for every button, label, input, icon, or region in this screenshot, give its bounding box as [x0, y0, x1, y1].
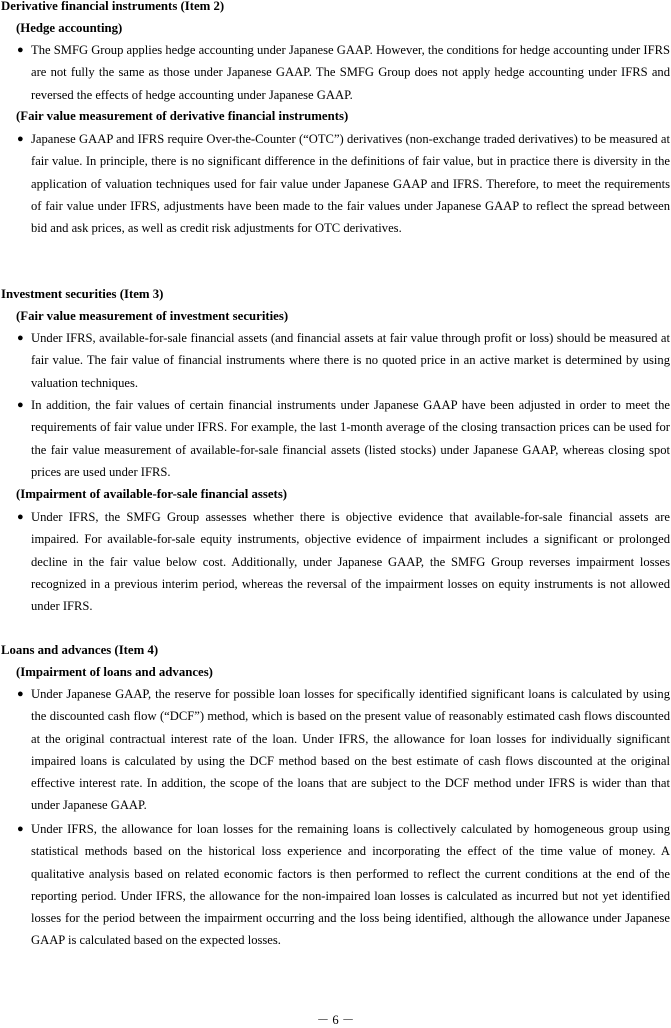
bullet-icon: ● — [17, 399, 24, 411]
paragraph: Under IFRS, available-for-sale financial assets (and financial assets at fair value through profit or loss) should be measured at fair value. The fair value of financial instruments where there is no quoted price in an active market is determined by using valuation techniques. — [31, 331, 670, 390]
bullet-icon: ● — [17, 44, 24, 56]
bullet-icon: ● — [17, 332, 24, 344]
paragraph: Under IFRS, the SMFG Group assesses whether there is objective evidence that available-for-sale financial assets are impaired. For available-for-sale equity instruments, objective evidence of impairment includes a significant or prolonged decline in the fair value below cost. Additionally, under Japanese GAAP, the SMFG Group reverses impairment losses recognized in a previous interim period, whereas the reversal of the impairment losses on equity instruments is not allowed under IFRS. — [31, 510, 670, 614]
bullet-icon: ● — [17, 688, 24, 700]
paragraph: Under IFRS, the allowance for loan losses for the remaining loans is collectively calculated by homogeneous group using statistical methods based on the historical loss experience and incorporating the effect of the time value of money. A qualitative analysis based on related economic factors is then performed to reflect the current conditions at the end of the reporting period. Under IFRS, the allowance for the non-impaired loan losses is calculated as incurred but not yet identified losses for the period between the impairment occurring and the loss being identified, although the allowance under Japanese GAAP is calculated based on the expected losses. — [31, 822, 670, 948]
paragraph: The SMFG Group applies hedge accounting under Japanese GAAP. However, the conditions for hedge accounting under IFRS are not fully the same as those under Japanese GAAP. The SMFG Group does not apply hedge accounting under IFRS and reversed the effects of hedge accounting under Japanese GAAP. — [31, 43, 670, 102]
subsection-title-fair-value-securities: (Fair value measurement of investment securities) — [16, 309, 289, 323]
paragraph: Under Japanese GAAP, the reserve for possible loan losses for specifically identified significant loans is calculated by using the discounted cash flow (“DCF”) method, which is based on the present value of reasonably estimated cash flows discounted at the original contractual interest rate of the loan. Under IFRS, the allowance for loan losses for individually significant impaired loans is calculated by using the DCF method based on the best estimate of cash flows discounted at the original effective interest rate. In addition, the scope of the loans that are subject to the DCF method under IFRS is wider than that under Japanese GAAP. — [31, 687, 670, 813]
bullet-icon: ● — [17, 511, 24, 523]
section-title-derivatives: Derivative financial instruments (Item 2) — [1, 0, 225, 13]
subsection-title-impairment-afs: (Impairment of available-for-sale financial assets) — [16, 487, 288, 501]
subsection-title-hedge-accounting: (Hedge accounting) — [16, 21, 123, 35]
section-title-loans-advances: Loans and advances (Item 4) — [1, 643, 159, 657]
subsection-title-impairment-loans: (Impairment of loans and advances) — [16, 665, 213, 679]
paragraph: In addition, the fair values of certain financial instruments under Japanese GAAP have been adjusted in order to meet the requirements of fair value under IFRS. For example, the last 1-month average of the closing transaction prices can be used for the fair value measurement of available-for-sale financial assets (listed stocks) under Japanese GAAP, whereas closing spot prices are used under IFRS. — [31, 398, 670, 479]
bullet-icon: ● — [17, 133, 24, 145]
section-title-investment-securities: Investment securities (Item 3) — [1, 287, 164, 301]
subsection-title-fair-value-derivatives: (Fair value measurement of derivative financial instruments) — [16, 109, 349, 123]
page-number: － 6 － — [316, 1013, 355, 1027]
paragraph: Japanese GAAP and IFRS require Over-the-Counter (“OTC”) derivatives (non-exchange traded derivatives) to be measured at fair value. In principle, there is no significant difference in the definitions of fair value, but in practice there is diversity in the application of valuation techniques used for fair value under Japanese GAAP and IFRS. Therefore, to meet the requirements of fair value under IFRS, adjustments have been made to the fair values under Japanese GAAP to reflect the spread between bid and ask prices, as well as credit risk adjustments for OTC derivatives. — [31, 132, 670, 236]
bullet-icon: ● — [17, 823, 24, 835]
